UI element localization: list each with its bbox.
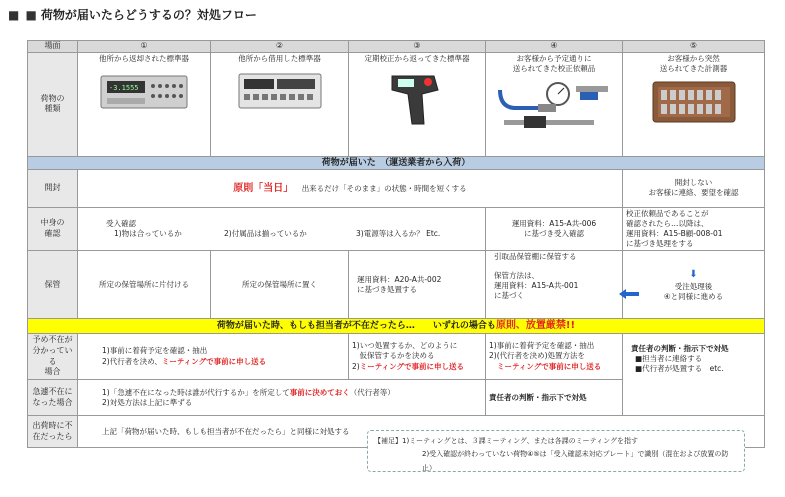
storage-label: 保管: [28, 251, 78, 319]
absent-known-c3-a: 1)いつ処置するか、どのように 仮保管するかを決める: [352, 341, 458, 361]
storage-col4-a: 引取品保管棚に保管する: [494, 252, 577, 262]
check-row: [28, 207, 765, 251]
opening-row: [28, 169, 765, 207]
absent-known-c4-a: 1)事前に着荷予定を確認・抽出: [489, 341, 595, 351]
storage-col5-text: 受注処理後 ④と同様に進める: [663, 281, 724, 301]
arrival-band-text: 荷物が届いた （運送業者から入荷）: [28, 156, 765, 169]
absent-known-c3-b: [352, 362, 482, 372]
absent-sudden-c4: 責任者の判断・指示下で対処: [486, 380, 623, 416]
header-row: [28, 41, 765, 53]
kind-cell-3: [349, 52, 486, 156]
arrow-left-icon: [619, 289, 639, 299]
gauge-block-set-image: [651, 78, 737, 126]
kind-cell-5: [623, 52, 765, 156]
borrowed-instrument-image: [237, 68, 323, 112]
note-line-1: 【補足】1)ミーティングとは、３課ミーティング、または各課のミーティングを指す: [374, 437, 638, 445]
opening-col5: 開封しない お客様に連絡、要望を確認: [623, 169, 765, 207]
absent-known-c12: [78, 333, 349, 379]
kinds-row: [28, 52, 765, 156]
kind-cell-1: [78, 52, 211, 156]
absent-known-c5: [623, 333, 765, 415]
opening-label: 開封: [28, 169, 78, 207]
absent-known-c4-b: 2)(代行者を決め)処置方法を: [489, 351, 586, 361]
kind-1-text: 他所から返却された標準器: [99, 53, 189, 63]
storage-col3: 運用資料：A20-A共-002 に基づき処置する: [349, 251, 486, 319]
storage-col1: 所定の保管場所に片付ける: [78, 251, 211, 319]
check-col4: 運用資料：A15-A共-006 に基づき受入確認: [486, 207, 623, 251]
check-main: [78, 207, 486, 251]
absent-sudden-label: 急遽不在に なった場合: [28, 380, 78, 416]
kind-4-text: お客様から予定通りに 送られてきた校正依頼品: [512, 53, 596, 73]
absent-known-c5-title: 責任者の判断・指示下で対処: [631, 343, 729, 353]
storage-col4: [486, 251, 623, 319]
check-items: [92, 229, 482, 239]
check-item-1: 1)物は合っているか: [114, 229, 182, 239]
absent-known-c3: [349, 333, 486, 379]
check-item-2: 2)付属品は揃っているか: [224, 229, 307, 239]
kind-5-text: お客様から突然 送られてきた計測器: [659, 53, 728, 73]
kind-cell-2: [211, 52, 349, 156]
opening-red: 原則「当日」: [233, 182, 294, 194]
header-3: ③: [349, 41, 486, 53]
absent-arrival-text: 上記「荷物が届いた時、もしも担当者が不在だったら」と同様に対処する: [78, 416, 765, 448]
absent-sudden-b: 2)対処方法は上記に準ずる: [102, 397, 193, 407]
title-bullets: ■ ■: [8, 8, 38, 22]
supplementary-note: [367, 430, 745, 472]
kind-cell-4: [486, 52, 623, 156]
header-scene: 場面: [28, 41, 78, 53]
check-label: 中身の 確認: [28, 207, 78, 251]
kinds-label: 荷物の 種類: [28, 52, 78, 156]
header-2: ②: [211, 41, 349, 53]
absent-known-c5-item-1: ■担当者に連絡する: [635, 354, 703, 364]
check-intro: 受入確認: [106, 219, 136, 229]
opening-text: 出来るだけ「そのまま」の状態・時間を短くする: [301, 183, 467, 193]
check-item-3: 3)電源等は入るか？ Etc.: [356, 229, 441, 239]
absent-band-cell: [28, 319, 765, 334]
arrow-down-icon: ⬇: [689, 269, 698, 281]
absent-sudden-main: [78, 380, 486, 416]
header-4: ④: [486, 41, 623, 53]
absent-arrival-label: 出荷時に不 在だったら: [28, 416, 78, 448]
absent-known-c12-b-red: ミーティングで事前に申し送る: [161, 356, 267, 366]
absent-sudden-a-tail: （代行者等）: [349, 387, 395, 397]
absent-known-c3-b-red: ミーティングで事前に申し送る: [359, 361, 464, 371]
note-line-2: 2)受入確認が終わっていない荷物④⑤は「受入確認未対応プレート」で識別（混在および放置の防止）: [422, 450, 729, 472]
flow-table: [27, 40, 765, 448]
absent-band-text: 荷物が届いた時、もしも担当者が不在だったら… いずれの場合も: [216, 321, 496, 332]
absent-known-c12-a: 1)事前に着荷予定を確認・抽出: [102, 346, 208, 356]
title-text: 荷物が届いたらどうするの？対処フロー: [40, 8, 257, 22]
absent-known-c4: [486, 333, 623, 379]
opening-main: [78, 169, 623, 207]
check-col5: 校正依頼品であることが 確認されたら…以降は、 運用資料：A15-B顧-008-01 に基づき処理をする: [623, 207, 765, 251]
absent-known-c12-b-text: 2)代行者を決め、: [102, 356, 162, 366]
storage-col2: 所定の保管場所に置く: [211, 251, 349, 319]
absent-known-c3-b-text: 2): [352, 361, 360, 371]
storage-col4-b: 保管方法は、 運用資料：A15-A共-001 に基づく: [494, 270, 579, 300]
storage-row: [28, 251, 765, 319]
thermometer-image: [382, 68, 452, 128]
header-5: ⑤: [623, 41, 765, 53]
absent-band: [28, 319, 765, 334]
absent-known-c12-b: [102, 357, 345, 367]
absent-band-red: 原則、放置厳禁!!: [495, 320, 576, 332]
absent-known-c5-item-2: ■代行者が処置する etc.: [635, 364, 724, 374]
absent-sudden-a: [102, 388, 482, 398]
absent-known-row: [28, 333, 765, 379]
absent-sudden-a-red: 事前に決めておく: [289, 387, 350, 397]
kind-3-text: 定期校正から返ってきた標準器: [364, 53, 470, 63]
absent-known-label: 予め不在が 分かっている 場合: [28, 333, 78, 379]
standard-instrument-image: [99, 68, 189, 112]
header-1: ①: [78, 41, 211, 53]
absent-sudden-a-text: 1)「急遽不在になった時は誰が代行するか」を所定して: [102, 387, 290, 397]
arrival-band: [28, 156, 765, 169]
svg-text:-3.1555: -3.1555: [109, 83, 139, 92]
absent-known-c4-b-red: ミーティングで事前に申し送る: [497, 361, 602, 371]
page-title: [8, 6, 257, 23]
micrometer-image: [494, 78, 614, 134]
kind-2-text: 他所から借用した標準器: [238, 53, 321, 63]
storage-col5: [623, 251, 765, 319]
